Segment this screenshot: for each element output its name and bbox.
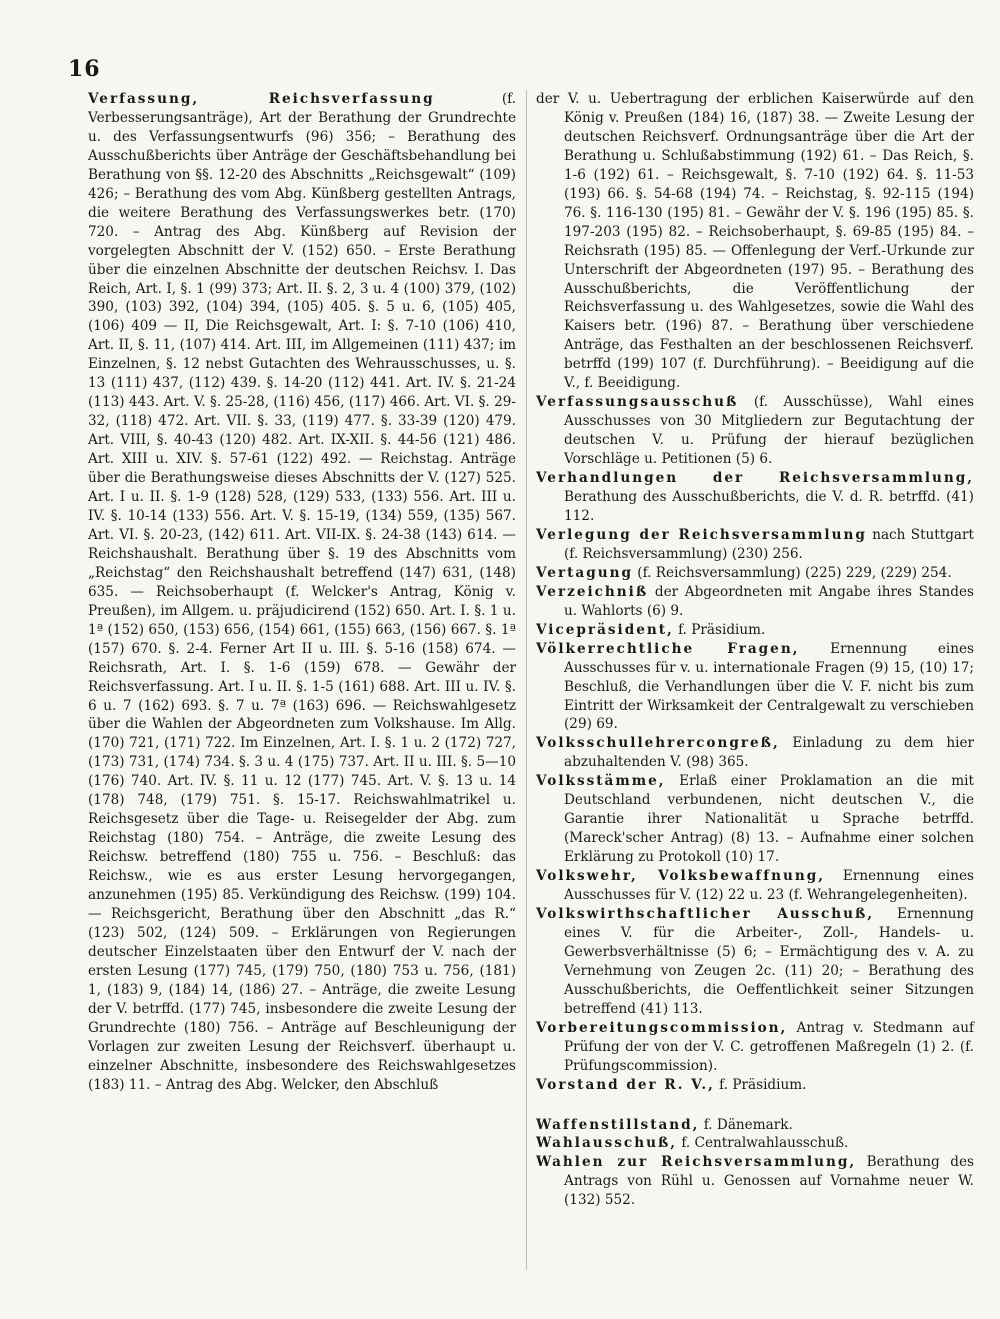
entry-heading: Vorstand der R. V., (536, 1076, 715, 1093)
index-entry (536, 867, 974, 905)
entry-text: (f. Verbesserungsanträge), Art der Berathung der Grundrechte u. des Verfassungsentwurfs (96) 356; – Berathung des Ausschußberichts über Anträge der Geschäftsbehandlung bei Berathung von §§. 12-20 des Abschnitts „Reichsgewalt“ (109) 426; – Berathung des vom Abg. Künßberg gestellten Antrags, die weitere Berathung des Verfassungswerkes betr. (170) 720. – Antrag des Abg. Künßberg auf Revision der vorgelegten Abschnitt der V. (152) 650. – Erste Berathung über die einzelnen Abschnitte der deutschen Reichsv. I. Das Reich, Art. I, §. 1 (99) 373; Art. II. §. 2, 3 u. 4 (100) 379, (102) 390, (103) 392, (104) 394, (105) 405. §. 5 u. 6, (105) 405, (106) 409 — II, Die Reichsgewalt, Art. I: §. 7-10 (106) 410, Art. II, §. 11, (107) 414. Art. III, im Allgemeinen (111) 437; im Einzelnen, §. 12 nebst Gutachten des Wehrausschusses, u. §. 13 (111) 437, (112) 439. §. 14-20 (112) 441. Art. IV. §. 21-24 (113) 443. Art. V. §. 25-28, (116) 456, (117) 466. Art. VI. §. 29-32, (118) 472. Art. VII. §. 33, (119) 477. §. 33-39 (120) 479. Art. VIII, §. 40-43 (120) 482. Art. IX-XII. §. 44-56 (121) 486. Art. XIII u. XIV. §. 57-61 (122) 492. — Reichstag. Anträge über die Berathungsweise dieses Abschnitts der V. (127) 525. Art. I u. II. §. 1-9 (128) 528, (129) 533, (133) 556. Art. III u. IV. §. 10-14 (133) 556. Art. V. §. 15-19, (134) 559, (135) 567. Art. VI. §. 20-23, (142) 611. Art. VII-IX. §. 24-38 (143) 614. — Reichshaushalt. Berathung über §. 19 des Abschnitts vom „Reichstag“ den Reichshaushalt betreffend (147) 631, (148) 635. — Reichsoberhaupt (f. Welcker's Antrag, König v. Preußen), im Allgem. u. präjudicirend (152) 650. Art. I. §. 1 u. 1ª (152) 650, (153) 656, (154) 661, (155) 663, (156) 667. §. 1ª (157) 670. §. 2-4. Ferner Art II u. III. §. 5-16 (158) 674. — Reichsrath, Art. I. §. 1-6 (159) 678. — Gewähr der Reichsverfassung. Art. I u. II. §. 1-5 (161) 688. Art. III u. IV. §. 6 u. 7 (162) 693. §. 7 u. 7ª (163) 696. — Reichswahlgesetz über die Wahlen der Abgeordneten zum Volkshause. Im Allg. (170) 721, (171) 722. Im Einzelnen, Art. I. §. 1 u. 2 (172) 727, (173) 731, (174) 734. §. 3 u. 4 (175) 737. Art. II u. III. §. 5—10 (176) 740. Art. IV. §. 11 u. 12 (177) 745. Art. V. §. 13 u. 14 (178) 748, (179) 751. §. 15-17. Reichswahlmatrikel u. Reichsgesetz über die Tage- u. Reisegelder der Abg. zum Reichstag (180) 754. – Anträge, die zweite Lesung des Reichsw. betreffend (180) 755 u. 756. – Beschluß: das Reichsw., wie es aus erster Lesung hervorgegangen, anzunehmen (195) 85. Verkündigung des Reichsw. (199) 104. — Reichsgericht, Berathung über den Abschnitt „das R.“ (123) 502, (124) 509. – Erklärungen von Regierungen deutscher Einzelstaaten über den Entwurf der V. nach der ersten Lesung (177) 745, (179) 750, (180) 753 u. 756, (181) 1, (183) 9, (184) 14, (186) 27. – Anträge, die zweite Lesung der V. betrffd. (177) 745, insbesondere die zweite Lesung der Grundrechte (180) 756. – Anträge auf Beschleunigung der Vorlagen zur zweiten Lesung der Reichsverf. überhaupt u. einzelner Abschnitte, insbesondere des Reichswahlgesetzes (183) 11. – Antrag des Abg. Welcker, den Abschluß (88, 91, 516, 1093)
index-entry (536, 1116, 974, 1135)
entry-heading: Volksstämme, (536, 773, 666, 790)
left-column (88, 90, 516, 1095)
entry-heading: Vorbereitungscommission, (536, 1019, 788, 1036)
index-entry (88, 90, 516, 1095)
entry-text: Einladung zu dem hier abzuhaltenden V. (98) 365. (564, 735, 974, 771)
entry-heading: Verhandlungen der Reichsversammlung, (536, 470, 974, 487)
entry-text: Antrag v. Stedmann auf Prüfung der von der V. C. getroffenen Maßregeln (1) 2. (f. Prüfungscommission). (564, 1019, 974, 1074)
index-entry (536, 621, 974, 640)
entry-text: f. Centralwahlausschuß. (677, 1135, 849, 1152)
entry-heading: Volkswehr, Volksbewaffnung, (536, 868, 825, 885)
entry-text: Ernennung eines V. für die Arbeiter-, Zoll-, Handels- u. Gewerbsverhältnisse (5) 6; – Ermächtigung des v. A. zu Vernehmung von Zeugen 2c. (11) 20; – Berathung des Ausschußberichts, die Oeffentlichkeit seiner Sitzungen betreffend (41) 113. (564, 905, 974, 1017)
page-number: 16 (68, 56, 101, 82)
index-entry (536, 526, 974, 564)
entry-heading: Verfassung, Reichsverfassung (88, 91, 435, 107)
index-entry (536, 564, 974, 583)
entry-text: Berathung des Ausschußberichts, die V. d. R. betrffd. (41) 112. (564, 489, 974, 524)
entry-heading: Verfassungsausschuß (536, 394, 739, 411)
entry-heading: Vertagung (536, 564, 633, 581)
entry-heading: Verzeichniß (536, 583, 649, 600)
index-entry (536, 90, 974, 393)
index-entry (536, 1019, 974, 1076)
entry-text: Ernennung eines Ausschusses für v. u. internationale Fragen (9) 15, (10) 17; Beschluß, die Verhandlungen über die V. F. nicht bis zum Eintritt der Wirksamkeit der Centralgewalt zu verschieben (29) 69. (564, 640, 974, 733)
entry-text: Berathung des Antrags von Rühl u. Genossen auf Vornahme neuer W. (132) 552. (564, 1154, 975, 1209)
entry-text: der Abgeordneten mit Angabe ihres Standes u. Wahlorts (6) 9. (564, 583, 974, 619)
entry-heading: Wahlausschuß, (536, 1135, 678, 1152)
index-entry (536, 1134, 974, 1153)
index-entry (536, 734, 974, 772)
entry-heading: Waffenstillstand, (536, 1116, 700, 1133)
entry-heading: Vicepräsident, (536, 621, 674, 638)
index-entry (536, 772, 974, 867)
right-column (536, 90, 974, 1210)
index-entry (536, 469, 974, 526)
entry-text: f. Präsidium. (673, 621, 766, 638)
column-divider (526, 90, 527, 1270)
entry-text: (f. Ausschüsse), Wahl eines Ausschusses von 30 Mitgliedern zur Begutachtung der deutschen V. u. Prüfung der hierauf bezüglichen Vorschläge u. Petitionen (5) 6. (564, 394, 974, 468)
index-entry (536, 640, 974, 735)
entry-text: Erlaß einer Proklamation an die mit Deutschland verbundenen, nicht deutschen V., die Garantie ihrer Nationalität u Sprache betrffd. (Mareck'scher Antrag) (8) 13. – Aufnahme einer solchen Erklärung zu Protokoll (10) 17. (564, 773, 974, 866)
entry-text: Ernennung eines Ausschusses für V. (12) 22 u. 23 (f. Wehrangelegenheiten). (564, 868, 974, 904)
index-entry (536, 1076, 974, 1095)
entry-heading: Völkerrechtliche Fragen, (536, 640, 800, 657)
index-entry (536, 905, 974, 1019)
entry-text: f. Präsidium. (714, 1076, 807, 1093)
entry-text: der V. u. Uebertragung der erblichen Kaiserwürde auf den König v. Preußen (184) 16, (187) 38. — Zweite Lesung der deutschen Reichsverf. Ordnungsanträge über die Art der Berathung u. Schlußabstimmung (192) 61. – Das Reich, §. 1-6 (192) 61. – Reichsgewalt, §. 7-10 (192) 64. §. 11-53 (193) 66. §. 54-68 (194) 74. – Reichstag, §. 92-115 (194) 76. §. 116-130 (195) 81. – Gewähr der V. §. 196 (195) 85. §. 197-203 (195) 82. – Reichsoberhaupt, §. 69-85 (195) 84. – Reichsrath (195) 85. — Offenlegung der Verf.-Urkunde zur Unterschrift der Abgeordneten (197) 95. – Berathung des Ausschußberichts, die Veröffentlichung der Reichsverfassung u. des Wahlgesetzes, sowie die Wahl des Kaisers betr. (196) 87. – Berathung über verschiedene Anträge, das Festhalten an der beschlossenen Reichsverf. betrffd (199) 107 (f. Durchführung). – Beeidigung auf die V., f. Beeidigung. (536, 91, 974, 392)
index-entry (536, 393, 974, 469)
entry-heading: Volksschullehrercongreß, (536, 735, 780, 752)
entry-text: (f. Reichsversammlung) (225) 229, (229) 254. (632, 564, 952, 581)
entry-text: nach Stuttgart (f. Reichsversammlung) (230) 256. (564, 526, 974, 562)
entry-heading: Wahlen zur Reichsversammlung, (536, 1154, 857, 1171)
entry-heading: Verlegung der Reichsversammlung (536, 526, 867, 543)
entry-text: f. Dänemark. (699, 1116, 793, 1133)
index-entry (536, 583, 974, 621)
entry-heading: Volkswirthschaftlicher Ausschuß, (536, 905, 875, 922)
index-entry (536, 1153, 974, 1210)
